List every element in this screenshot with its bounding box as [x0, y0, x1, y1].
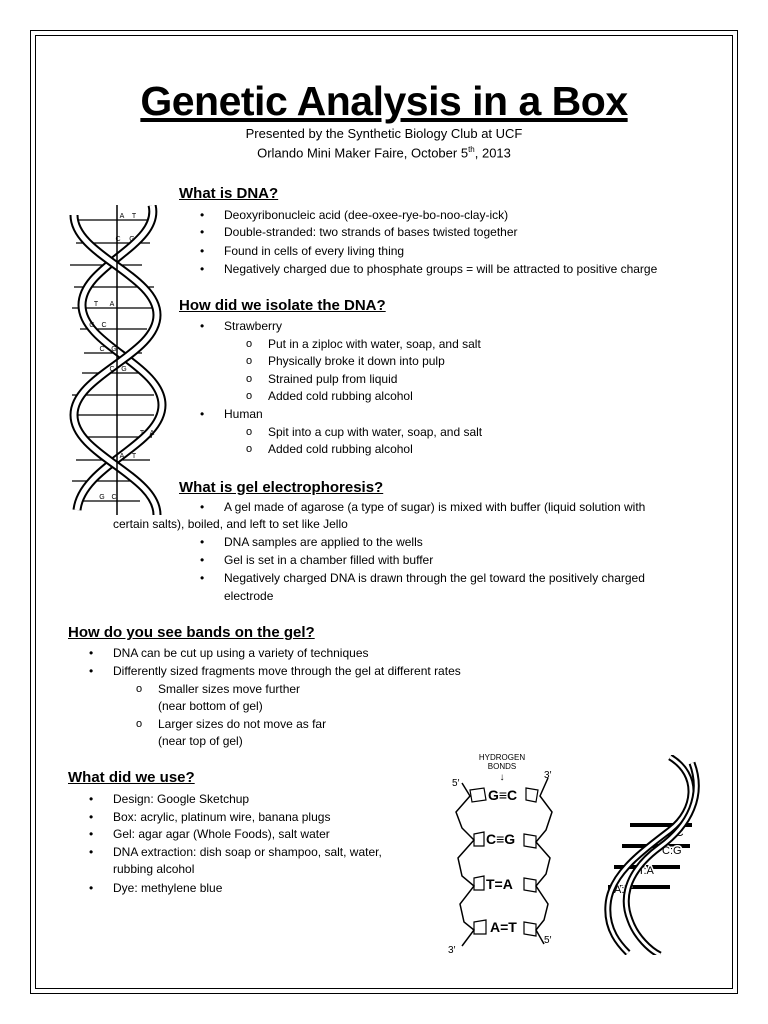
prime-label: 5′	[452, 778, 460, 789]
isolate-step: o Added cold rubbing alcohol	[268, 388, 413, 404]
base-pair-label: G≡C	[488, 787, 518, 803]
helix-left-label: C	[99, 346, 105, 353]
helix-left-label: A	[149, 430, 155, 437]
helix-left-label: A	[109, 301, 115, 308]
use-list-item: • DNA extraction: dish soap or shampoo, salt, water,	[113, 844, 382, 860]
helix-left-label: C	[111, 494, 117, 501]
helix-left-label: C	[101, 322, 107, 329]
gel-list-item: • Negatively charged DNA is drawn through the gel toward the positively charged	[224, 570, 645, 586]
right-helix-pair-label: T:A	[638, 865, 654, 877]
subtitle-event-year: , 2013	[474, 145, 511, 161]
heading-what-did-we-use: What did we use?	[68, 769, 195, 786]
dna-list-item: • Deoxyribonucleic acid (dee-oxee-rye-bo-noo-clay-ick)	[224, 207, 508, 223]
dna-list-item: • Double-stranded: two strands of bases twisted together	[224, 224, 518, 240]
helix-left-label: A	[119, 453, 125, 460]
subtitle-presenter: Presented by the Synthetic Biology Club at UCF	[245, 126, 523, 141]
isolate-step: o Strained pulp from liquid	[268, 371, 397, 387]
base-pair-label: C≡G	[486, 831, 516, 847]
base-pair-label: A=T	[490, 919, 517, 935]
isolate-step: o Spit into a cup with water, soap, and salt	[268, 424, 482, 440]
prime-label: 5′	[544, 935, 552, 946]
gel-intro-line2: certain salts), boiled, and left to set like Jello	[113, 517, 348, 531]
right-helix-pair-label: G:C	[664, 827, 684, 839]
subtitle-event-text: Orlando Mini Maker Faire, October 5	[257, 145, 469, 161]
gel-intro-line1: • A gel made of agarose (a type of sugar) is mixed with buffer (liquid solution with	[224, 499, 645, 515]
bands-subitem: o Larger sizes do not move as far	[158, 716, 326, 732]
arrow-down-icon: ↓	[499, 772, 505, 783]
helix-left-label: T	[131, 213, 137, 220]
use-list-item-continuation: rubbing alcohol	[113, 862, 195, 876]
gel-list-item: • DNA samples are applied to the wells	[224, 534, 423, 550]
use-list-item: • Design: Google Sketchup	[113, 791, 249, 807]
prime-label: 3′	[448, 945, 456, 956]
helix-left-label: G	[121, 366, 127, 373]
helix-left-label: C	[115, 236, 121, 243]
isolate-step: o Added cold rubbing alcohol	[268, 441, 413, 457]
use-list-item: • Box: acrylic, platinum wire, banana plugs	[113, 809, 330, 825]
helix-left-label: G	[99, 494, 105, 501]
gel-list-item-continuation: electrode	[224, 589, 274, 603]
dna-helix-right-figure	[600, 755, 710, 955]
use-list-item: • Dye: methylene blue	[113, 880, 222, 896]
heading-what-is-dna: What is DNA?	[179, 185, 279, 202]
isolate-source-human: • Human	[224, 406, 263, 422]
bands-subitem: o Smaller sizes move further	[158, 681, 300, 697]
dna-list-item: • Found in cells of every living thing	[224, 243, 404, 259]
hydrogen-bonds-label: HYDROGEN	[478, 753, 526, 762]
heading-isolate-dna: How did we isolate the DNA?	[179, 297, 386, 314]
helix-left-label: G	[89, 322, 95, 329]
helix-left-label: G	[111, 346, 117, 353]
helix-left-label: G	[129, 236, 135, 243]
dna-helix-left-figure	[62, 205, 172, 515]
bands-subitem-continuation: (near bottom of gel)	[158, 699, 263, 713]
helix-left-label: T	[131, 453, 137, 460]
subtitle-event	[0, 145, 768, 160]
isolate-step: o Put in a ziploc with water, soap, and salt	[268, 336, 481, 352]
helix-left-label: T	[93, 301, 99, 308]
page-title: Genetic Analysis in a Box	[140, 78, 628, 124]
hydrogen-bond-diagram	[440, 748, 580, 958]
bands-list-item: • DNA can be cut up using a variety of techniques	[113, 645, 369, 661]
prime-label: 3′	[544, 770, 552, 781]
bands-subitem-continuation: (near top of gel)	[158, 734, 243, 748]
heading-see-bands: How do you see bands on the gel?	[68, 624, 315, 641]
dna-list-item: • Negatively charged due to phosphate groups = will be attracted to positive charge	[224, 261, 657, 277]
subtitle-event-suffix: th	[468, 145, 475, 154]
isolate-source-strawberry: • Strawberry	[224, 318, 282, 334]
isolate-step: o Physically broke it down into pulp	[268, 353, 445, 369]
right-helix-pair-label: C:G	[662, 845, 682, 857]
bond-backbone-right	[536, 778, 552, 944]
bond-backbone-left	[456, 783, 474, 946]
helix-left-label: T	[139, 430, 145, 437]
bands-list-item: • Differently sized fragments move through the gel at different rates	[113, 663, 461, 679]
bond-rungs	[470, 788, 538, 936]
helix-left-label: A	[119, 213, 125, 220]
helix-left-label: C	[109, 366, 115, 373]
gel-list-item: • Gel is set in a chamber filled with buffer	[224, 552, 433, 568]
heading-gel-electrophoresis: What is gel electrophoresis?	[179, 479, 384, 496]
use-list-item: • Gel: agar agar (Whole Foods), salt water	[113, 826, 330, 842]
base-pair-label: T=A	[486, 876, 513, 892]
right-helix-pair-label: A:T	[614, 884, 632, 896]
hydrogen-bonds-label-2: BONDS	[487, 762, 517, 771]
